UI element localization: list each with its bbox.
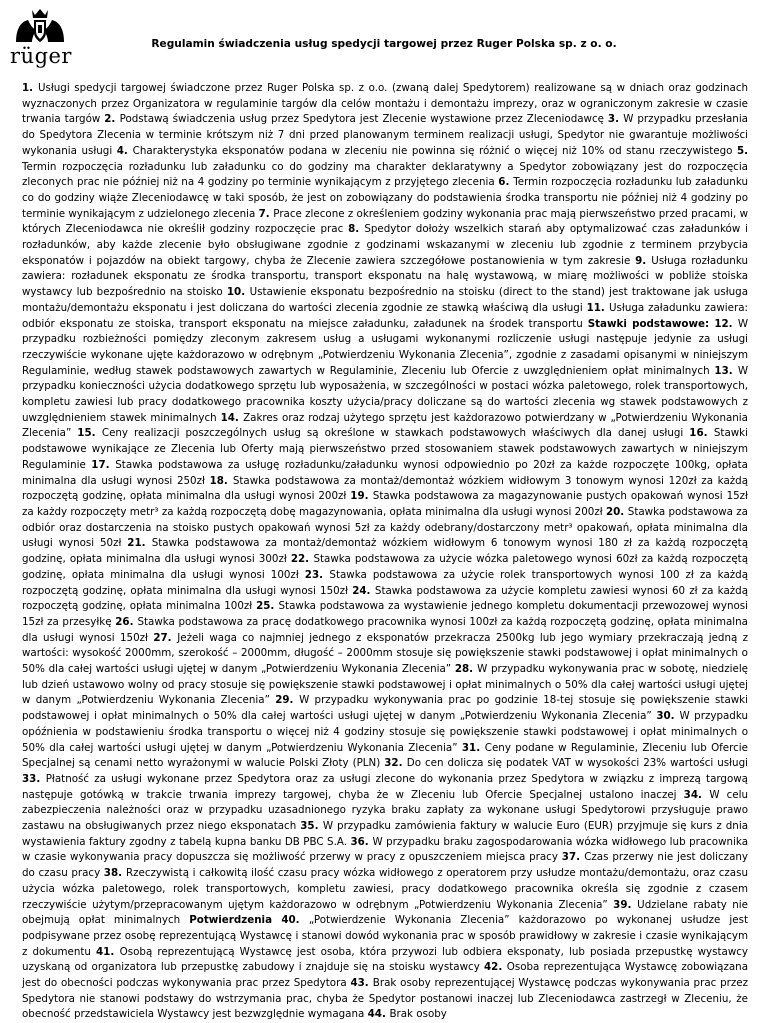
clause-number: 1. xyxy=(22,82,38,94)
clause-number: 42. xyxy=(483,961,507,974)
clause-number: 35. xyxy=(300,820,323,833)
clause-number: 30. xyxy=(656,710,680,723)
clause-number: 31. xyxy=(461,741,485,754)
clause-number: 44. xyxy=(367,1008,390,1021)
clause-number: 14. xyxy=(220,411,244,424)
clause-number: 28. xyxy=(454,663,478,676)
document-title: Regulamin świadczenia usług spedycji targowej przez Ruger Polska sp. z o. o. xyxy=(151,38,617,50)
clause-text: Płatność za usługi wykonane przez Spedytora oraz za usługi zlecone do wykonania przez Spedytora w związku z imprezą targową następuje gotówką w trakcie trwania imprezy targowej, chyba że w Zleceniu lub Ofercie Specjalnej ustalono inaczej xyxy=(22,772,748,801)
clause-text: Stawka podstawowa za montaż/demontaż wózkiem widłowym 6 tonowym wynosi 180 zł za każdą rozpoczętą godzinę, opłata minimalna dla usługi wynosi 300zł xyxy=(22,537,749,566)
clause-text: Zakres oraz rodzaj użytego sprzętu jest każdorazowo potwierdzany w „Potwierdzeniu Wykonania Zlecenia” xyxy=(22,411,748,440)
logo-wordmark: rüger xyxy=(10,44,72,68)
clause-number: 2. xyxy=(104,113,120,126)
clause-text: Ceny podane w Regulaminie, Zleceniu lub Ofercie Specjalnej są cenami netto wyrażonymi w walucie Polski Złoty (PLN) xyxy=(22,741,749,770)
clause-text: Jeżeli waga co najmniej jednego z eksponatów przekracza 2500kg lub jego wymiary przekraczają jedną z wartości: wysokość 2000mm, szerokość – 2000mm, długość – 2000mm stosuje się powiększenie stawki podstawowej i opłat minimalnych o 50% dla całej wartości usługi ujętej w danym „Potwierdzeniu Wykonania Zlecenia” xyxy=(22,631,749,676)
clause-text: Stawka podstawowa za odbiór oraz dostarczenia na stoisko pustych opakowań wynosi 5zł za każdy odebrany/dostarczony metr³ opakowań, opłata minimalna dla usługi wynosi 50zł xyxy=(22,505,748,550)
clause-number: 11. xyxy=(586,301,609,314)
clause-text: Osobą reprezentującą Wystawcę jest osoba, która przywozi lub odbiera eksponaty, lub posiada przepustkę wystawcy uzyskaną od organizatora lub przepustkę zabudowy i znajduje się na stoisku wystawcy xyxy=(22,945,749,974)
clause-text: Usługa załadunku zawiera: odbiór eksponatu ze stoiska, transport eksponatu na miejsce załadunku, załadunek na środek transportu xyxy=(22,301,748,330)
clause-number: 13. xyxy=(714,364,738,377)
clause-text: Stawki podstawowe wynikające ze Zlecenia lub Oferty mają pierwszeństwo przed stosowaniem stawek podstawowych zawartych w niniejszym Regulaminie xyxy=(22,427,749,471)
clause-text: Rzeczywistą i całkowitą ilość czasu pracy wózka widłowego z operatorem przy usłudze montażu/demontażu, oraz czasu użycia wózka paletowego, rolek transportowych, kompletu zawiesi, pracy dodatkowego pracownika określa się zgodnie z czasem rzeczywiście użytym/przepracowanym ujętym każdorazowo w odrębnym „Potwierdzeniu Wykonania Zlecenia” xyxy=(22,867,748,911)
clause-text: Stawka podstawowa za użycie kompletu zawiesi wynosi 60 zł za każdą rozpoczętą godzinę, opłata minimalna 100zł xyxy=(22,584,749,613)
clause-number: 3. xyxy=(607,113,624,126)
clause-text: Stawka podstawowa za wystawienie jednego kompletu dokumentacji przewozowej wynosi 15zł za przesyłkę xyxy=(22,600,749,628)
clause-text: Charakterystyka eksponatów podana w zleceniu nie powinna się różnić o więcej niż 10% od stanu rzeczywistego xyxy=(132,144,737,157)
clause-text: Stawka podstawowa za montaż/demontaż wózkiem widłowym 3 tonowym wynosi 120zł za każdą rozpoczętą godzinę, opłata minimalna dla usługi wynosi 200zł xyxy=(22,474,749,503)
clause-text: Udzielane rabaty nie obejmują opłat minimalnych xyxy=(22,898,748,927)
clause-text: Czas przerwy nie jest doliczany do czasu pracy xyxy=(22,851,748,880)
clause-number: 21. xyxy=(127,537,152,550)
clause-number: 29. xyxy=(275,694,300,707)
clause-number: 9. xyxy=(635,254,652,267)
clause-number: 27. xyxy=(153,631,178,644)
clause-text: W przypadku przesłania do Spedytora Zlecenia w terminie krótszym niż 7 dni przed planowanym terminem realizacji usługi, Spedytor nie gwarantuje możliwości wykonania usługi xyxy=(22,113,748,157)
clause-number: 25. xyxy=(256,600,279,613)
clause-number: 32. xyxy=(384,757,407,770)
clause-text: Podstawą świadczenia usług przez Spedytora jest Zlecenie wystawione przez Zleceniodawcę xyxy=(119,113,608,126)
clause-text: Brak osoby reprezentującej Wystawcę podczas wykonywania prac przez Spedytora nie stanowi podstawy do wstrzymania prac, chyba że Spedytor postanowi inaczej lub Zleceniodawca zastrzegł w Zleceniu, że obecność przedstawiciela Wystawcy jest bezwzględnie wymagana xyxy=(22,977,748,1021)
clause-number: Stawki podstawowe: 12. xyxy=(587,317,738,330)
clause-text: Osoba reprezentująca Wystawcę zobowiązana jest do obecności podczas wykonywania prac przez Spedytora xyxy=(22,961,748,990)
clause-number: Potwierdzenia 40. xyxy=(189,914,309,927)
clause-number: 23. xyxy=(304,568,330,581)
clause-text: Termin rozpoczęcia rozładunku lub załadunku co do godziny wiąże Zleceniodawcę w taki sposób, że jest on zobowiązany do podstawienia środka transportu nie później niż 4 godziny po terminie wynikającym z udzielonego zlecenia xyxy=(22,176,749,220)
regulations-body xyxy=(22,81,748,1023)
clause-number: 37. xyxy=(561,851,585,864)
clause-text: Ceny realizacji poszczególnych usług są określone w stawkach podstawowych właściwych dla danej usługi xyxy=(101,427,690,440)
clause-number: 16. xyxy=(689,427,714,440)
clause-number: 43. xyxy=(350,977,373,990)
clause-number: 20. xyxy=(605,505,628,518)
clause-number: 38. xyxy=(103,867,126,880)
company-logo xyxy=(10,6,70,68)
clause-number: 17. xyxy=(91,458,116,471)
clause-text: Usługi spedycji targowej świadczone przez Ruger Polska sp. z o.o. (zwaną dalej Spedytorem) realizowane są w dniach oraz godzinach wyznaczonych przez Organizatora w regulaminie targów dla celów montażu i demontażu imprezy, oraz w ograniczonym zakresie w czasie trwania targów xyxy=(22,82,749,126)
clause-text: Stawka podstawowa za użycie wózka paletowego wynosi 60zł za każdą rozpoczętą godzinę, opłata minimalna dla usługi wynosi 100zł xyxy=(22,553,748,581)
clause-text: W celu zabezpieczenia należności oraz w przypadku uzasadnionego ryzyka braku zapłaty za wykonane usługi Spedytorowi przysługuje prawo zastawu na obsługiwanych przez niego eksponatach xyxy=(22,788,749,833)
clause-text: Stawka podstawowa za pracę dodatkowego pracownika wynosi 100zł za każdą rozpoczętą godzinę, opłata minimalna dla usługi wynosi 150zł xyxy=(22,615,748,644)
clause-text: Usługa rozładunku zawiera: rozładunek eksponatu ze środka transportu, transport eksponatu na halę wystawową, w miarę możliwości w pobliże stoiska wystawcy lub bezpośrednio na stoisko xyxy=(22,254,748,299)
clause-text: W przypadku braku zagospodarowania wózka widłowego lub pracownika w czasie wykonywania pracy dopuszcza się możliwość przerwy w pracy z opuszczeniem miejsca pracy xyxy=(22,835,749,864)
clause-number: 5. xyxy=(736,144,749,157)
clause-text: Stawka podstawowa za magazynowanie pustych opakowań wynosi 15zł za każdy rozpoczęty metr³ za każdą rozpoczętą dobę magazynowania, opłata minimalna dla usługi wynosi 200zł xyxy=(22,490,749,518)
clause-number: 22. xyxy=(290,553,314,566)
clause-number: 15. xyxy=(77,427,102,440)
clause-text: Do cen dolicza się podatek VAT w wysokości 23% wartości usługi xyxy=(406,757,748,770)
clause-number: 18. xyxy=(209,474,233,487)
clause-number: 19. xyxy=(350,490,373,503)
clause-number: 41. xyxy=(96,945,120,958)
clause-text: Ustawienie eksponatu bezpośrednio na stoisku (direct to the stand) jest traktowane jak usługa montażu/demontażu eksponatu i jest doliczana do wartości zlecenia zgodnie ze stawką właściwą dla usługi xyxy=(22,286,748,314)
clause-text: W przypadku rozbieżności pomiędzy zleconym zakresem usług a usługami wykonanymi rozliczenie usługi następuje jedynie za usługi rzeczywiście wykonane ujęte każdorazowo w odrębnym „Potwierdzeniu Wykonania Zlecenia”, zgodnie z zasadami opisanymi w niniejszym Regulaminie, według stawek podstawowych zawartych w Regulaminie, Zleceniu lub Ofercie z uwzględnieniem opłat minimalnych xyxy=(22,317,749,377)
clause-number: 26. xyxy=(115,615,138,628)
clause-text: Termin rozpoczęcia rozładunku lub załadunku co do godziny ma charakter deklaratywny a Spedytor zobowiązany jest do rozpoczęcia zleconych prac nie później niż na 4 godziny po terminie wynikającym z przyjętego zlecenia xyxy=(22,160,748,189)
clause-number: 39. xyxy=(613,898,638,911)
clause-number: 24. xyxy=(352,584,375,597)
clause-text: W przypadku wykonywania prac po godzinie 18-tej stosuje się powiększenie stawki podstawowej i opłat minimalnych o 50% dla całej wartości usługi ujętej w danym „Potwierdzeniu Wykonania Zlecenia” xyxy=(22,694,749,723)
clause-text: W przypadku wykonywania prac w sobotę, niedzielę lub dzień ustawowo wolny od pracy stosuje się powiększenie stawki podstawowej i opłat minimalnych o 50% dla całej wartości usługi ujętej w danym „Potwierdzeniu Wykonania Zlecenia” xyxy=(22,663,749,707)
clause-text: W przypadku konieczności użycia dodatkowego sprzętu lub wyposażenia, w szczególności w postaci wózka paletowego, rolek transportowych, kompletu zawiesi lub pracy dodatkowego pracownika koszty użycia/pracy doliczane są do wartości zlecenia wg stawek podstawowych z uwzględnieniem stawek minimalnych xyxy=(22,364,748,424)
clause-number: 33. xyxy=(22,772,46,785)
clause-text: Stawka podstawowa za użycie rolek transportowych wynosi 100 zł za każdą rozpoczętą godzinę, opłata minimalna dla usługi wynosi 150zł xyxy=(22,568,749,597)
clause-number: 8. xyxy=(348,223,365,236)
clause-text: W przypadku zamówienia faktury w walucie Euro (EUR) przyjmuje się kurs z dnia wystawienia faktury zgodny z tabelą kupna banku DB PBC S.A. xyxy=(22,820,749,848)
clause-number: 4. xyxy=(116,144,133,157)
clause-text: Brak osoby xyxy=(389,1008,447,1021)
clause-number: 10. xyxy=(226,286,250,299)
clause-text: Prace zlecone z określeniem godziny wykonania prac mają pierwszeństwo przed pracami, w których Zleceniodawca nie określił godziny rozpoczęcie prac xyxy=(22,207,748,236)
clause-text: W przypadku opóźnienia w podstawieniu środka transportu o więcej niż 4 godziny stosuje się powiększenie stawki podstawowej i opłat minimalnych o 50% dla całej wartości usługi ujętej w danym „Potwierdzeniu Wykonania Zlecenia” xyxy=(22,710,749,754)
clause-number: 6. xyxy=(498,176,514,189)
clause-text: Stawka podstawowa za usługę rozładunku/załadunku wynosi odpowiednio po 20zł za każde rozpoczęte 100kg, opłata minimalna dla usługi wynosi 250zł xyxy=(22,458,748,487)
clause-number: 34. xyxy=(683,788,710,801)
clause-text: Spedytor dołoży wszelkich starań aby optymalizować czas załadunków i rozładunków, aby każde zlecenie było obsługiwane zgodnie z godzinami wskazanymi w zleceniu lub zgodnie z terminem przybycia eksponatów i pojazdów na obiekt targowy, chyba że Zlecenie zawiera szczegółowe postanowienia w tym zakresie xyxy=(22,223,748,267)
clause-number: 7. xyxy=(258,207,274,220)
clause-text: „Potwierdzenie Wykonania Zlecenia” każdorazowo po wykonanej usłudze jest podpisywane przez osobę reprezentującą Wystawcę i stanowi dowód wykonania prac w sposób prawidłowy w zakresie i czasie wynikającym z dokumentu xyxy=(22,914,748,958)
clause-number: 36. xyxy=(350,835,373,848)
